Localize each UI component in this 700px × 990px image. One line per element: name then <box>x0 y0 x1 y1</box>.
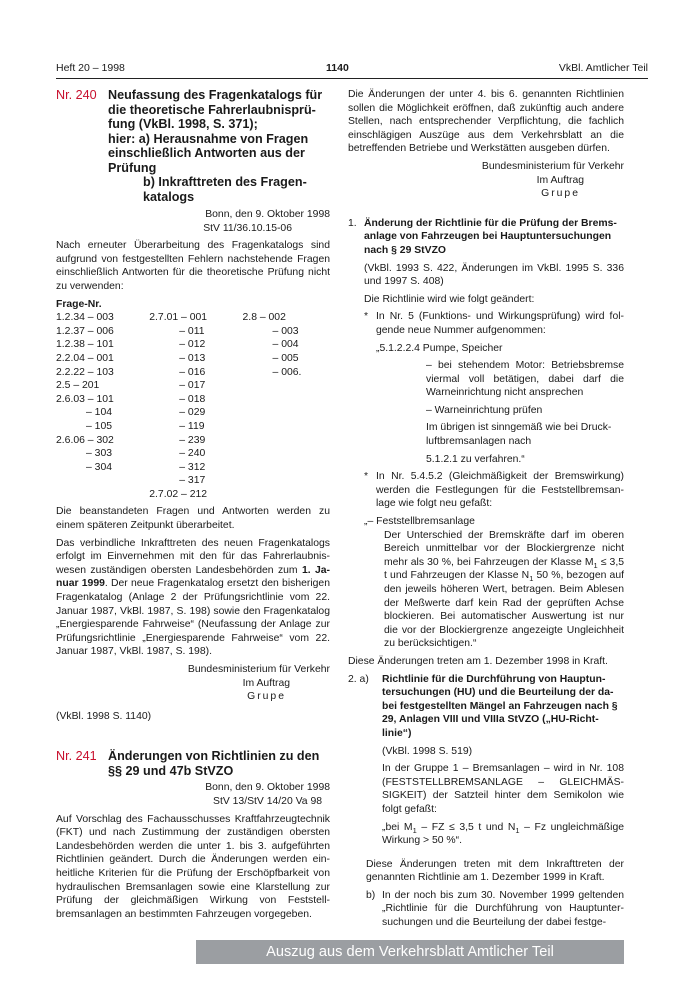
table-cell <box>243 393 316 407</box>
signature-auftrag: Im Auftrag <box>242 677 290 689</box>
bullet-1: * In Nr. 5 (Funktions- und Wirkungsprüfung) wird folgende neue Nummer aufgenommen: <box>364 311 624 336</box>
table-cell: – 017 <box>179 380 206 392</box>
section-number: Nr. 241 <box>56 749 97 764</box>
table-cell: – 016 <box>179 366 206 378</box>
table-cell <box>243 406 316 420</box>
effective-date: Diese Änderungen treten mit dem Inkrafttreten der genannten Richtlinie am 1. Dezember 1999 in Kraft. <box>366 858 624 884</box>
table-cell: 2.2.04 – 001 <box>56 352 114 364</box>
table-row <box>56 420 316 434</box>
table-row <box>56 447 316 461</box>
bullet-2: * In Nr. 5.4.5.2 (Gleichmäßigkeit der Bremswirkung) werden die Festlegungen für die Feststellbremsanlage wie folgt neu gefaßt: <box>364 471 624 510</box>
item-number: b) <box>366 889 376 901</box>
citation: (VkBl. 1998 S. 1140) <box>56 710 152 722</box>
table-cell: 2.7.01 – 001 <box>149 312 208 324</box>
item-reference: (VkBl. 1993 S. 422, Änderungen im VkBl. 1995 S. 336 und 1997 S. 408) <box>364 262 624 288</box>
table-cell: – 317 <box>179 475 206 487</box>
table-cell: 2.7.02 – 212 <box>149 488 208 500</box>
table-cell <box>56 488 149 502</box>
item-intro: Die Richtlinie wird wie folgt geändert: <box>364 293 535 305</box>
paragraph: Die Änderungen der unter 4. bis 6. genannten Richtlinien sollen die Möglichkeit eröffnen, daß zukünftig auch andere Stellen, nach entsprechender Verpflichtung, die fachlich einschlägigen Auszüge aus dem Verkehrsblatt an die betreffenden Betriebe und Werkstätten ausgeben dürfen. <box>348 89 624 155</box>
table-cell: – 119 <box>179 420 205 432</box>
quote-body: – bei stehendem Motor: Betriebsbremse viermal voll betätigen, dabei darf die Warneinrichtung nicht ansprechen – Warneinrichtung prüfen Im übrigen ist sinngemäß wie bei Druckluftbremsanlagen nach 5.1.2.1 zu verfahren.“ <box>426 360 624 465</box>
table-row <box>56 488 316 502</box>
quote-heading: „5.1.2.2.4 Pumpe, Speicher <box>376 342 503 354</box>
table-cell: – 011 <box>179 325 205 337</box>
table-row <box>56 406 316 420</box>
table-cell: – 303 <box>86 448 113 460</box>
signature-ministry: Bundesministerium für Verkehr <box>481 160 624 172</box>
item-2a <box>348 673 624 852</box>
table-cell: – 006. <box>272 366 302 378</box>
reference-line: StV 13/StV 14/20 Va 98 <box>213 795 322 807</box>
signature-ministry: Bundesministerium für Verkehr <box>187 664 330 675</box>
footer-banner: Auszug aus dem Verkehrsblatt Amtlicher Teil <box>196 940 624 964</box>
section-240-heading <box>56 88 330 204</box>
table-cell: 2.5 – 201 <box>56 380 100 392</box>
paragraph: Nach erneuter Überarbeitung des Fragenkatalogs sind aufgrund von festgestellten Fehlern nachstehende Fragen einschließlich Antworten für die theoretische Prüfung nicht zu verwenden: <box>56 240 330 292</box>
table-row <box>56 434 316 448</box>
table-cell: 1.2.34 – 003 <box>56 312 114 324</box>
table-cell <box>56 474 149 488</box>
table-cell: 2.2.22 – 103 <box>56 366 114 378</box>
table-cell: – 105 <box>86 420 113 432</box>
paragraph: Das verbindliche Inkrafttreten des neuen Fragenkatalogs erfolgt im Einvernehmen mit den für das Fahrerlaubniswesen zuständigen obersten Landesbehörden zum 1. Januar 1999. Der neue Fragenkatalog ersetzt den bisherigen Fragenkatalog (Anlage 2 der Prüfungsrichtlinie vom 22. Januar 1987, VkBl. 1987, S. 198) sowie den Fragenkatalog „Energiesparende Fahrweise“ (Neufassung der Anlage zur Prüfungsrichtlinie „Energiesparende Fahrweise“ vom 22. Januar 1987, VkBl. 1987, S. 198). <box>56 537 330 658</box>
paragraph: In der Gruppe 1 – Bremsanlagen – wird in Nr. 108 (FESTSTELLBREMSANLAGE – GLEICHMÄSSIGKEIT) der Satzteil hinter dem Semikolon wie folgt gefaßt: <box>382 763 624 815</box>
paragraph: In der noch bis zum 30. November 1999 geltenden „Richtlinie für die Durchführung von Hauptuntersuchungen und die Beurteilung der dabei festge- <box>382 889 624 929</box>
table-cell: 2.6.03 – 101 <box>56 393 114 405</box>
paragraph: Die beanstandeten Fragen und Antworten werden zu einem späteren Zeitpunkt überarbeitet. <box>56 506 330 532</box>
subtitle-b: b) Inkrafttreten des Fragenkatalogs <box>143 175 307 204</box>
effective-date: Diese Änderungen treten am 1. Dezember 1998 in Kraft. <box>348 655 608 667</box>
table-cell: 1.2.38 – 101 <box>56 339 114 351</box>
table-cell <box>243 461 316 475</box>
table-cell <box>243 474 316 488</box>
table-cell <box>243 420 316 434</box>
table-cell: – 012 <box>179 339 206 351</box>
table-row <box>56 352 316 366</box>
table-cell <box>243 447 316 461</box>
quote: „bei $M_1$ – FZ ≤ 3,5 t und $N_1$ – Fz ungleichmäßige Wirkung > 50 %“. <box>382 821 624 847</box>
item-title: Änderung der Richtlinie für die Prüfung der Bremsanlage von Fahrzeugen bei Hauptuntersuchungen nach § 29 StVZO <box>364 217 617 256</box>
table-cell: – 239 <box>179 434 206 446</box>
section-number: Nr. 240 <box>56 88 97 102</box>
table-cell: 2.8 – 002 <box>242 312 286 324</box>
table-cell: 1.2.37 – 006 <box>56 325 114 337</box>
table-cell: – 013 <box>179 352 206 364</box>
quote-heading: „– Feststellbremsanlage <box>364 516 475 528</box>
quote-body: Der Unterschied der Bremskräfte darf im oberen Bereich unmittelbar vor der Blockiergrenze nicht mehr als 30 %, bei Fahrzeugen der Klasse $M_1 \le 3,5$ t und Fahrzeugen der Klasse $N_1$ 50 %, bezogen auf den jeweils höheren Wert, betragen. Beim Ablesen der Meßwerte darf kein Rad der geprüften Achse blockieren. Bei automatischer Auswertung ist nur die vor der Blockiergrenze angezeigte Ungleichheit zu berücksichtigen.“ <box>384 529 624 650</box>
table-row <box>56 311 316 325</box>
table-row <box>56 379 316 393</box>
issue-number: Heft 20 – 1998 <box>56 62 125 74</box>
item-reference: (VkBl. 1998 S. 519) <box>382 745 473 757</box>
signature-name: Grupe <box>247 691 286 703</box>
table-cell: 2.6.06 – 302 <box>56 434 114 446</box>
table-cell <box>243 379 316 393</box>
left-column <box>56 88 330 925</box>
table-cell: – 304 <box>86 461 113 473</box>
item-title: Richtlinie für die Durchführung von Hauptuntersuchungen (HU) und die Beurteilung der dabei festgestellten Mängel an Fahrzeugen nach § 29, Anlagen VIII und VIIIa StVZO („HU-Richtlinie“) <box>382 673 618 739</box>
item-number: 1. <box>348 217 357 229</box>
table-cell: – 003 <box>272 325 299 337</box>
table-cell <box>243 488 316 502</box>
signature-name: Grupe <box>541 188 580 200</box>
table-cell: – 029 <box>179 407 206 419</box>
item-number: 2. a) <box>348 673 369 685</box>
table-cell: – 004 <box>272 339 299 351</box>
date-line: Bonn, den 9. Oktober 1998 <box>205 782 330 794</box>
item-1 <box>348 217 624 655</box>
table-cell: – 240 <box>179 448 206 460</box>
table-cell: – 104 <box>86 407 113 419</box>
table-row <box>56 393 316 407</box>
table-cell: – 018 <box>179 393 206 405</box>
page-number: 1140 <box>326 62 349 74</box>
reference-line: StV 11/36.10.15-06 <box>203 222 292 234</box>
subtitle-a: hier: a) Herausnahme von Fragen einschließlich Antworten aus der Prüfung <box>108 131 309 175</box>
table-row <box>56 338 316 352</box>
section-241-heading <box>56 749 330 778</box>
table-cell: – 005 <box>272 352 299 364</box>
date-line: Bonn, den 9. Oktober 1998 <box>205 209 330 220</box>
item-2b <box>348 889 624 934</box>
signature-auftrag: Im Auftrag <box>536 174 584 186</box>
table-cell: – 312 <box>179 461 206 473</box>
page-header <box>56 62 648 79</box>
table-label: Frage-Nr. <box>56 298 102 310</box>
right-column <box>348 88 624 934</box>
journal-name: VkBl. Amtlicher Teil <box>558 62 648 74</box>
section-title: Neufassung des Fragenkatalogs für die theoretische Fahrerlaubnisprüfung (VkBl. 1998, S. 371); <box>108 88 323 131</box>
question-table <box>56 311 316 501</box>
table-row <box>56 325 316 339</box>
table-row <box>56 366 316 380</box>
section-title: Änderungen von Richtlinien zu den §§ 29 und 47b StVZO <box>108 749 320 778</box>
paragraph: Auf Vorschlag des Fachausschusses Kraftfahrzeugtechnik (FKT) und nach Zustimmung der zuständigen obersten Landesbehörden werden die unter 1. bis 3. aufgeführten Richtlinien geändert. Durch die Änderungen werden einheitliche Kriterien für die Prüfung der Erschöpfbarkeit von hydraulischen Bremsanlagen sowie eine Klarstellung zur Prüfung der gleichmäßigen Wirkung von Feststellbremsanlagen an bestimmten Fahrzeugen vorgegeben. <box>56 813 330 920</box>
table-cell <box>243 434 316 448</box>
table-row <box>56 461 316 475</box>
table-row <box>56 474 316 488</box>
